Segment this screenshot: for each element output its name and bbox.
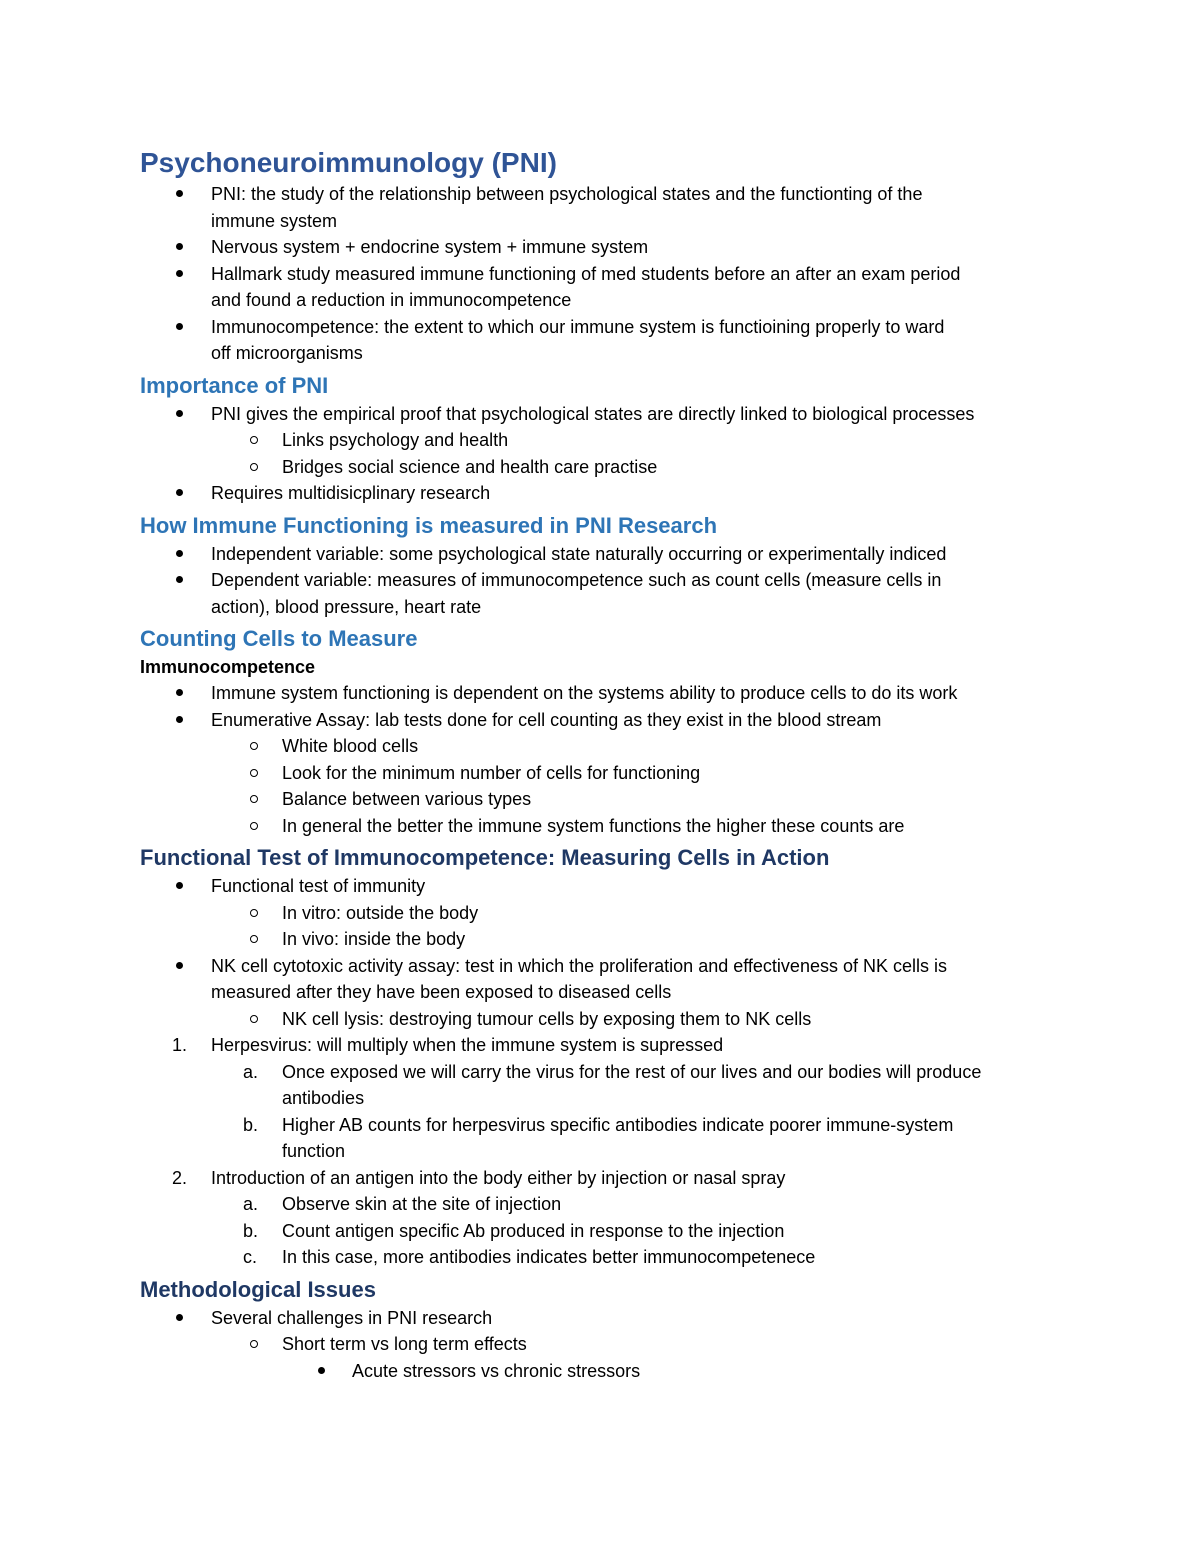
list-letter: b. <box>243 1114 259 1135</box>
list-item <box>140 873 1080 900</box>
list-item-text: White blood cells <box>282 736 419 756</box>
section-heading-importance: Importance of PNI <box>140 372 329 398</box>
list-item-text: Dependent variable: measures of immunocompetence such as count cells (measure cells in <box>211 570 942 590</box>
list-item-text: Observe skin at the site of injection <box>282 1194 562 1214</box>
list-letter: b. <box>243 1220 259 1241</box>
sub-list-item <box>140 427 1080 454</box>
lettered-item <box>140 1059 1080 1086</box>
lettered-item <box>140 1112 1080 1139</box>
list-item-text: NK cell lysis: destroying tumour cells by exposing them to NK cells <box>282 1008 812 1029</box>
lettered-item <box>140 1244 1080 1271</box>
list-item-text: Look for the minimum number of cells for functioning <box>282 762 701 783</box>
section-heading-functional: Functional Test of Immunocompetence: Measuring Cells in Action <box>140 845 830 870</box>
list-item-continuation: off microorganisms <box>211 343 363 363</box>
list-item-text: Count antigen specific Ab produced in response to the injection <box>282 1220 785 1241</box>
sub-list-item <box>140 813 1080 840</box>
list-item <box>140 707 1080 734</box>
section-heading-measured: How Immune Functioning is measured in PNI Research <box>140 512 718 538</box>
list-item-text: Several challenges in PNI research <box>211 1307 493 1328</box>
list-item-text: Herpesvirus: will multiply when the immune system is supressed <box>211 1035 724 1055</box>
list-item-text: Enumerative Assay: lab tests done for cell counting as they exist in the blood stream <box>211 709 882 730</box>
list-item <box>140 401 1080 428</box>
list-item-text: In vitro: outside the body <box>282 902 479 923</box>
page-title: Psychoneuroimmunology (PNI) <box>140 147 557 178</box>
list-item-continuation: immune system <box>211 210 338 231</box>
sub-list-item <box>140 900 1080 927</box>
list-item-text: Short term vs long term effects <box>282 1334 527 1354</box>
list-item-continuation: antibodies <box>282 1088 365 1108</box>
list-item-text: In vivo: inside the body <box>282 929 466 949</box>
list-item <box>140 261 1080 288</box>
list-item-text: Balance between various types <box>282 789 532 809</box>
section-subheading-immunocompetence: Immunocompetence <box>140 657 316 677</box>
list-item-continuation: measured after they have been exposed to diseased cells <box>211 982 672 1002</box>
list-item-continuation: and found a reduction in immunocompetence <box>211 290 572 310</box>
list-item-text: Once exposed we will carry the virus for the rest of our lives and our bodies will produce <box>282 1061 982 1082</box>
list-item <box>140 480 1080 507</box>
sub-list-item <box>140 1331 1080 1358</box>
list-item-continuation: action), blood pressure, heart rate <box>211 596 482 617</box>
list-item-text: Independent variable: some psychological state naturally occurring or experimentally indiced <box>211 543 947 564</box>
list-item-text: Functional test of immunity <box>211 876 426 896</box>
sub-list-item <box>140 1006 1080 1033</box>
sub-sub-list-item <box>140 1358 1080 1385</box>
sub-list-item <box>140 760 1080 787</box>
list-item <box>140 541 1080 568</box>
list-item-text: Requires multidisicplinary research <box>211 483 491 503</box>
list-item-text: Higher AB counts for herpesvirus specific antibodies indicate poorer immune-system <box>282 1114 954 1135</box>
sub-list-item <box>140 454 1080 481</box>
list-item-text: Bridges social science and health care practise <box>282 456 658 477</box>
list-item-text: Acute stressors vs chronic stressors <box>352 1360 641 1381</box>
list-item-continuation: function <box>282 1141 346 1161</box>
list-item-text: Introduction of an antigen into the body either by injection or nasal spray <box>211 1167 786 1188</box>
list-item-text: Nervous system + endocrine system + immune system <box>211 237 649 257</box>
list-item-text: Immune system functioning is dependent on the systems ability to produce cells to do its work <box>211 683 958 703</box>
list-item-text: In general the better the immune system functions the higher these counts are <box>282 815 905 836</box>
list-item <box>140 181 1080 208</box>
list-item-text: Immunocompetence: the extent to which our immune system is functioining properly to ward <box>211 316 945 337</box>
list-item <box>140 1305 1080 1332</box>
sub-list-item <box>140 733 1080 760</box>
list-item <box>140 567 1080 594</box>
list-item <box>140 314 1080 341</box>
section-heading-counting: Counting Cells to Measure <box>140 626 418 651</box>
sub-list-item <box>140 926 1080 953</box>
lettered-item <box>140 1191 1080 1218</box>
sub-list-item <box>140 786 1080 813</box>
list-item-text: In this case, more antibodies indicates better immunocompetenece <box>282 1247 816 1267</box>
section-heading-methodological: Methodological Issues <box>140 1276 376 1302</box>
numbered-item <box>140 1165 1080 1192</box>
list-item-text: Hallmark study measured immune functioning of med students before an after an exam period <box>211 263 961 284</box>
list-item-text: PNI: the study of the relationship between psychological states and the functionting of the <box>211 184 923 204</box>
list-number: 2. <box>172 1167 188 1188</box>
list-item-text: Links psychology and health <box>282 430 509 450</box>
lettered-item <box>140 1218 1080 1245</box>
list-number: 1. <box>172 1035 188 1055</box>
list-item <box>140 953 1080 980</box>
list-item-text: NK cell cytotoxic activity assay: test in which the proliferation and effectiveness of NK cells is <box>211 955 947 976</box>
list-letter: a. <box>243 1194 259 1214</box>
list-letter: a. <box>243 1061 259 1082</box>
list-item <box>140 234 1080 261</box>
numbered-item <box>140 1032 1080 1059</box>
list-letter: c. <box>243 1247 258 1267</box>
list-item-text: PNI gives the empirical proof that psychological states are directly linked to biological processes <box>211 403 975 424</box>
list-item <box>140 680 1080 707</box>
